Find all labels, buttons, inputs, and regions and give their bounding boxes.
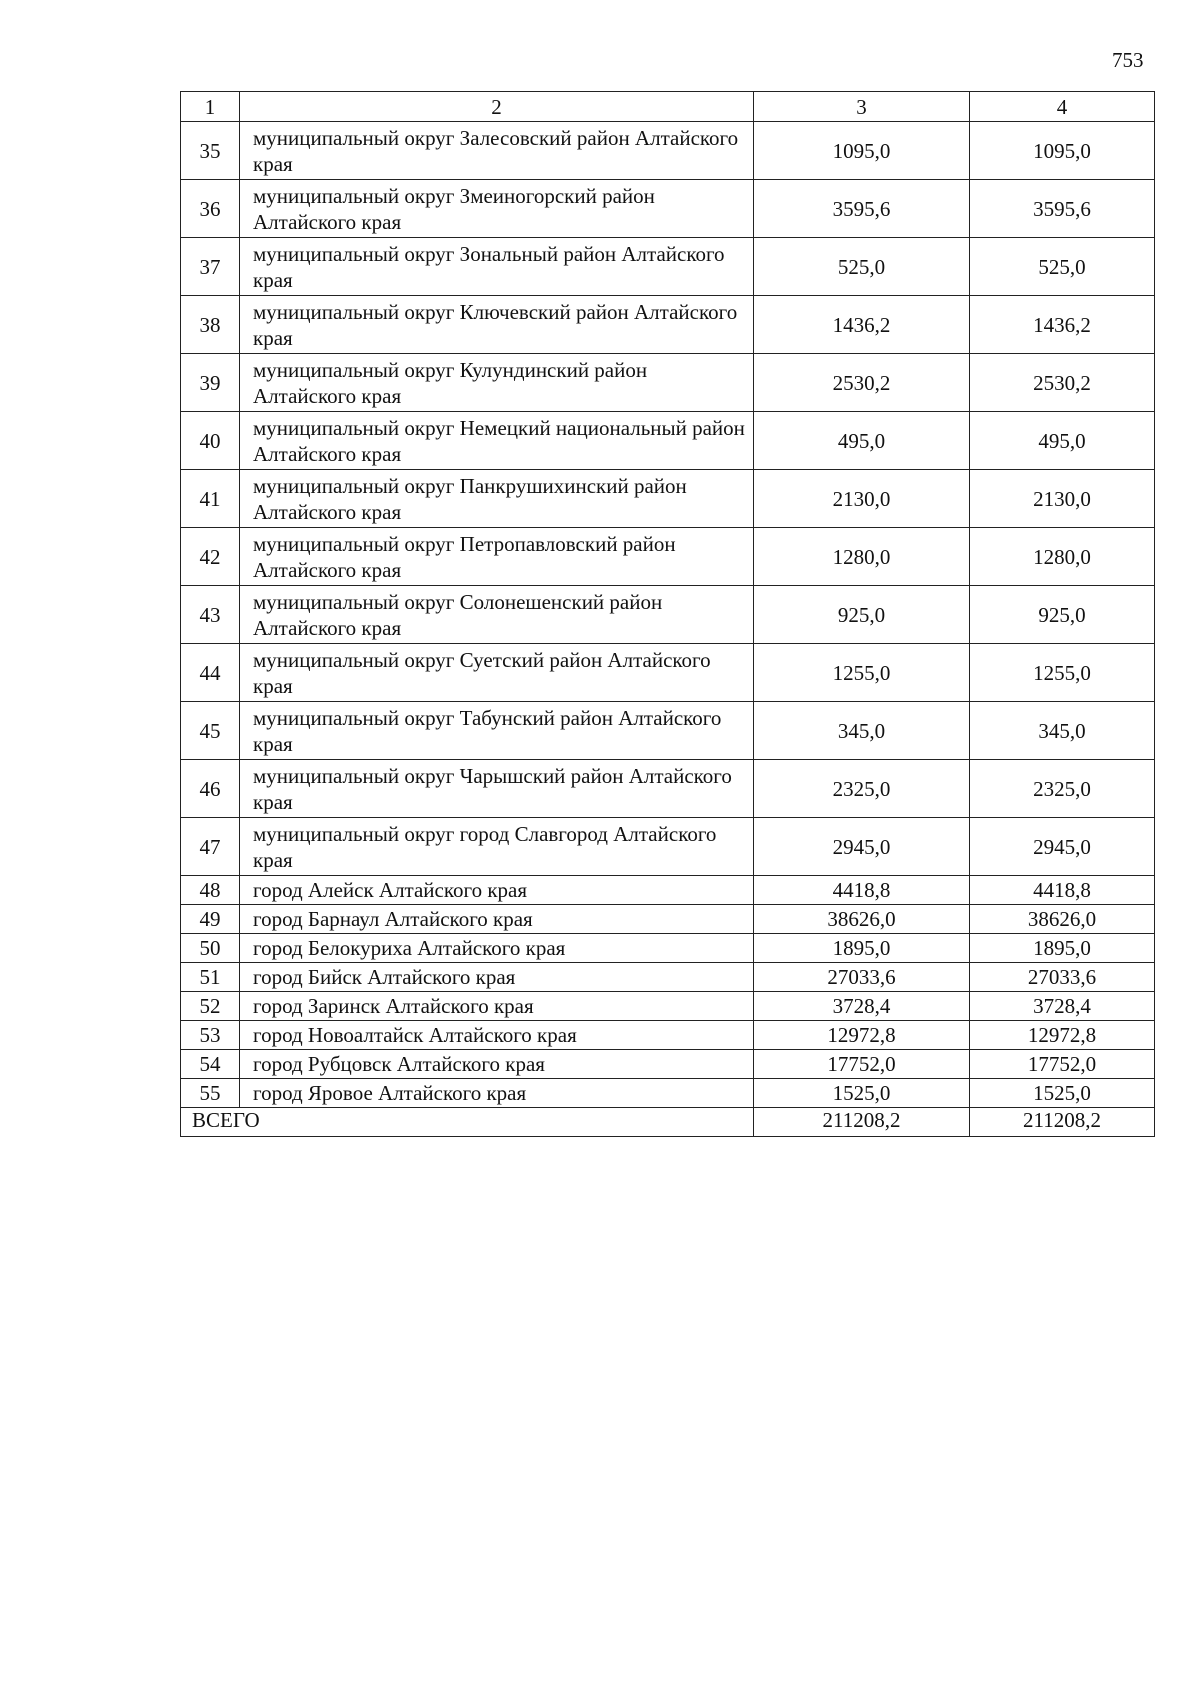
amount-column-4: 1280,0 [970, 528, 1155, 586]
table-row [181, 1079, 1155, 1108]
row-number: 54 [181, 1050, 240, 1079]
total-amount-column-4: 211208,2 [970, 1108, 1155, 1137]
amount-column-4: 27033,6 [970, 963, 1155, 992]
table-row [181, 876, 1155, 905]
amount-column-3: 1436,2 [754, 296, 970, 354]
table-row [181, 702, 1155, 760]
amount-column-3: 12972,8 [754, 1021, 970, 1050]
municipality-name: муниципальный округ Чарышский район Алтайского края [240, 760, 754, 818]
amount-column-3: 1255,0 [754, 644, 970, 702]
municipality-name: муниципальный округ Петропавловский район Алтайского края [240, 528, 754, 586]
column-header-4: 4 [970, 92, 1155, 122]
total-row [181, 1108, 1155, 1137]
table-row [181, 122, 1155, 180]
row-number: 40 [181, 412, 240, 470]
amount-column-4: 1095,0 [970, 122, 1155, 180]
amount-column-3: 925,0 [754, 586, 970, 644]
amount-column-4: 3595,6 [970, 180, 1155, 238]
table-row [181, 412, 1155, 470]
amount-column-4: 38626,0 [970, 905, 1155, 934]
amount-column-4: 2530,2 [970, 354, 1155, 412]
row-number: 52 [181, 992, 240, 1021]
municipality-name: муниципальный округ Суетский район Алтайского края [240, 644, 754, 702]
row-number: 41 [181, 470, 240, 528]
table-row [181, 1050, 1155, 1079]
amount-column-4: 345,0 [970, 702, 1155, 760]
municipality-name: муниципальный округ Зональный район Алтайского края [240, 238, 754, 296]
amount-column-4: 2325,0 [970, 760, 1155, 818]
table-row [181, 238, 1155, 296]
municipality-name: муниципальный округ Немецкий национальный район Алтайского края [240, 412, 754, 470]
row-number: 46 [181, 760, 240, 818]
amount-column-3: 1525,0 [754, 1079, 970, 1108]
municipality-name: муниципальный округ город Славгород Алтайского края [240, 818, 754, 876]
amount-column-3: 4418,8 [754, 876, 970, 905]
amount-column-4: 2945,0 [970, 818, 1155, 876]
amount-column-3: 525,0 [754, 238, 970, 296]
table-row [181, 644, 1155, 702]
page-number: 753 [1112, 48, 1144, 72]
amount-column-3: 2130,0 [754, 470, 970, 528]
municipality-name: муниципальный округ Залесовский район Алтайского края [240, 122, 754, 180]
table-row [181, 992, 1155, 1021]
row-number: 37 [181, 238, 240, 296]
row-number: 43 [181, 586, 240, 644]
table-row [181, 905, 1155, 934]
municipality-name: муниципальный округ Табунский район Алтайского края [240, 702, 754, 760]
amount-column-3: 3728,4 [754, 992, 970, 1021]
row-number: 38 [181, 296, 240, 354]
table-body [181, 92, 1155, 1137]
amount-column-4: 525,0 [970, 238, 1155, 296]
amount-column-4: 925,0 [970, 586, 1155, 644]
amount-column-4: 12972,8 [970, 1021, 1155, 1050]
table-row [181, 760, 1155, 818]
row-number: 50 [181, 934, 240, 963]
municipality-name: муниципальный округ Панкрушихинский район Алтайского края [240, 470, 754, 528]
amount-column-4: 2130,0 [970, 470, 1155, 528]
municipality-name: город Бийск Алтайского края [240, 963, 754, 992]
table-header-row [181, 92, 1155, 122]
table-row [181, 586, 1155, 644]
column-header-2: 2 [240, 92, 754, 122]
row-number: 36 [181, 180, 240, 238]
amount-column-4: 1255,0 [970, 644, 1155, 702]
municipality-name: город Алейск Алтайского края [240, 876, 754, 905]
amount-column-3: 1895,0 [754, 934, 970, 963]
amount-column-3: 17752,0 [754, 1050, 970, 1079]
row-number: 55 [181, 1079, 240, 1108]
amount-column-3: 3595,6 [754, 180, 970, 238]
amount-column-3: 38626,0 [754, 905, 970, 934]
table-row [181, 354, 1155, 412]
municipality-name: город Белокуриха Алтайского края [240, 934, 754, 963]
row-number: 39 [181, 354, 240, 412]
row-number: 44 [181, 644, 240, 702]
amount-column-4: 1895,0 [970, 934, 1155, 963]
amount-column-4: 4418,8 [970, 876, 1155, 905]
row-number: 42 [181, 528, 240, 586]
amount-column-4: 1436,2 [970, 296, 1155, 354]
total-label: ВСЕГО [181, 1108, 754, 1137]
row-number: 49 [181, 905, 240, 934]
amount-column-4: 3728,4 [970, 992, 1155, 1021]
total-amount-column-3: 211208,2 [754, 1108, 970, 1137]
table-row [181, 1021, 1155, 1050]
municipality-name: город Новоалтайск Алтайского края [240, 1021, 754, 1050]
table-row [181, 528, 1155, 586]
amount-column-4: 495,0 [970, 412, 1155, 470]
amount-column-3: 2325,0 [754, 760, 970, 818]
amount-column-4: 17752,0 [970, 1050, 1155, 1079]
amount-column-3: 345,0 [754, 702, 970, 760]
table-row [181, 296, 1155, 354]
row-number: 53 [181, 1021, 240, 1050]
column-header-3: 3 [754, 92, 970, 122]
amount-column-3: 1095,0 [754, 122, 970, 180]
amount-column-3: 1280,0 [754, 528, 970, 586]
row-number: 35 [181, 122, 240, 180]
municipality-name: муниципальный округ Ключевский район Алтайского края [240, 296, 754, 354]
row-number: 45 [181, 702, 240, 760]
municipality-name: город Заринск Алтайского края [240, 992, 754, 1021]
table-row [181, 818, 1155, 876]
amount-column-4: 1525,0 [970, 1079, 1155, 1108]
table-row [181, 934, 1155, 963]
amount-column-3: 495,0 [754, 412, 970, 470]
municipality-name: город Яровое Алтайского края [240, 1079, 754, 1108]
amount-column-3: 2945,0 [754, 818, 970, 876]
municipality-name: муниципальный округ Солонешенский район Алтайского края [240, 586, 754, 644]
municipality-name: город Барнаул Алтайского края [240, 905, 754, 934]
municipality-name: муниципальный округ Змеиногорский район Алтайского края [240, 180, 754, 238]
table-row [181, 470, 1155, 528]
row-number: 48 [181, 876, 240, 905]
table-row [181, 180, 1155, 238]
municipality-name: муниципальный округ Кулундинский район Алтайского края [240, 354, 754, 412]
row-number: 47 [181, 818, 240, 876]
budget-table [180, 91, 1155, 1137]
column-header-1: 1 [181, 92, 240, 122]
row-number: 51 [181, 963, 240, 992]
table-row [181, 963, 1155, 992]
amount-column-3: 27033,6 [754, 963, 970, 992]
amount-column-3: 2530,2 [754, 354, 970, 412]
municipality-name: город Рубцовск Алтайского края [240, 1050, 754, 1079]
